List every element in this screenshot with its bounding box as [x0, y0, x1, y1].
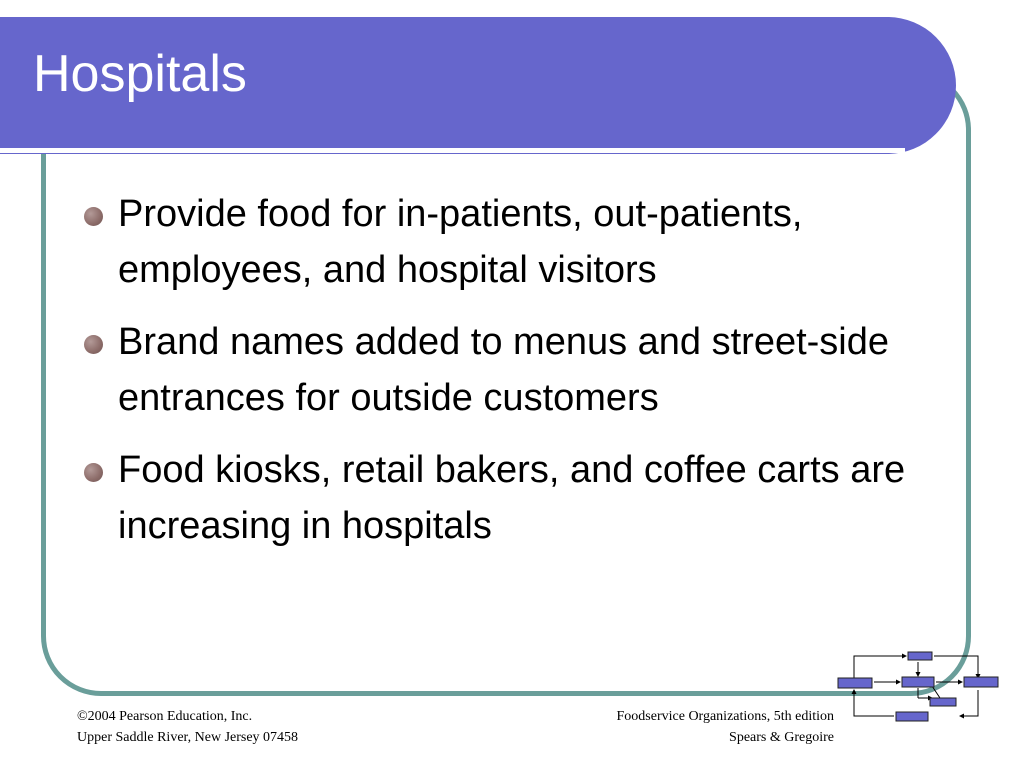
slide-title: Hospitals: [33, 45, 247, 103]
footer-authors: Spears & Gregoire: [729, 730, 834, 745]
bullet-item: [80, 186, 950, 298]
footer-publisher: ©2004 Pearson Education, Inc.: [77, 709, 253, 724]
footer-copyright: [77, 706, 298, 748]
bullet-text: Brand names added to menus and street-side entrances for outside customers: [118, 321, 890, 419]
bullet-item: [80, 314, 950, 426]
bullet-dot-icon: [84, 335, 103, 354]
bullet-dot-icon: [84, 207, 103, 226]
footer-book-info: [617, 706, 834, 748]
footer-address: Upper Saddle River, New Jersey 07458: [77, 730, 299, 745]
bullet-text: Provide food for in-patients, out-patients, employees, and hospital visitors: [118, 193, 803, 291]
systems-flow-diagram-icon: [836, 650, 1004, 726]
title-underline: [0, 148, 905, 153]
footer-book-title: Foodservice Organizations, 5th edition: [616, 709, 834, 724]
bullet-dot-icon: [84, 463, 103, 482]
bullet-list: [80, 186, 950, 570]
bullet-text: Food kiosks, retail bakers, and coffee carts are increasing in hospitals: [118, 449, 906, 547]
bullet-item: [80, 442, 950, 554]
